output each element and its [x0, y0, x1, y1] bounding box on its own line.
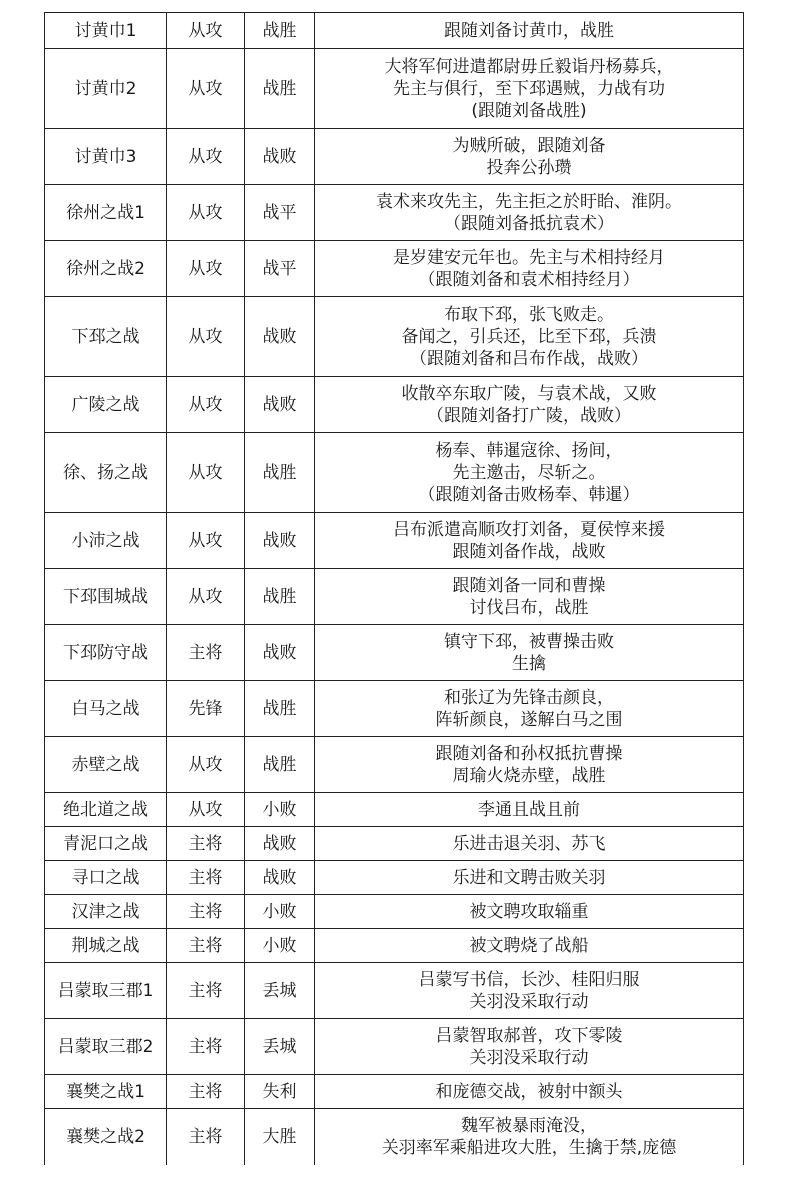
description-line: 李通且战且前: [478, 799, 580, 820]
battle-name-cell: 寻口之战: [45, 861, 167, 895]
battle-name-cell: 广陵之战: [45, 377, 167, 433]
battle-name-cell: 绝北道之战: [45, 793, 167, 827]
description-line: 跟随刘备作战，战败: [452, 541, 606, 562]
description-line: （跟随刘备击败杨奉、韩暹）: [418, 484, 640, 505]
battle-name-cell: 徐州之战2: [45, 241, 167, 297]
description-cell: [315, 963, 744, 1019]
battle-name-cell: 襄樊之战1: [45, 1075, 167, 1109]
description-cell: [315, 297, 744, 377]
result-cell: 战胜: [245, 13, 315, 49]
result-cell: 战胜: [245, 681, 315, 737]
table-row: [45, 963, 744, 1019]
result-cell: 丢城: [245, 963, 315, 1019]
description-line: (跟随刘备战胜): [471, 100, 587, 121]
role-cell: 主将: [167, 861, 245, 895]
battle-name-cell: 下邳防守战: [45, 625, 167, 681]
description-line: 吕蒙智取郝普，攻下零陵: [435, 1025, 623, 1046]
table-row: [45, 861, 744, 895]
description-line: 是岁建安元年也。先主与术相持经月: [393, 247, 665, 268]
description-cell: [315, 433, 744, 513]
role-cell: 从攻: [167, 569, 245, 625]
description-line: 跟随刘备讨黄巾，战胜: [444, 20, 614, 41]
battle-name-cell: 青泥口之战: [45, 827, 167, 861]
description-line: 杨奉、韩暹寇徐、扬间，: [435, 440, 623, 461]
description-cell: [315, 1019, 744, 1075]
description-cell: [315, 1109, 744, 1165]
battle-name-cell: 汉津之战: [45, 895, 167, 929]
result-cell: 失利: [245, 1075, 315, 1109]
role-cell: 从攻: [167, 513, 245, 569]
description-cell: [315, 737, 744, 793]
battle-name-cell: 讨黄巾1: [45, 13, 167, 49]
table-row: [45, 185, 744, 241]
description-line: 布取下邳，张飞败走。: [444, 304, 614, 325]
table-row: [45, 433, 744, 513]
battle-name-cell: 小沛之战: [45, 513, 167, 569]
battle-name-cell: 襄樊之战2: [45, 1109, 167, 1165]
description-cell: [315, 241, 744, 297]
role-cell: 从攻: [167, 297, 245, 377]
role-cell: 先锋: [167, 681, 245, 737]
role-cell: 主将: [167, 827, 245, 861]
battle-record-table: [44, 12, 744, 1165]
description-cell: [315, 13, 744, 49]
description-cell: [315, 861, 744, 895]
result-cell: 战胜: [245, 737, 315, 793]
battle-name-cell: 白马之战: [45, 681, 167, 737]
table-row: [45, 513, 744, 569]
table-body: [45, 13, 744, 1165]
description-cell: [315, 681, 744, 737]
battle-name-cell: 下邳围城战: [45, 569, 167, 625]
description-line: 镇守下邳，被曹操击败: [444, 631, 614, 652]
table-row: [45, 625, 744, 681]
result-cell: 战败: [245, 377, 315, 433]
description-cell: [315, 1075, 744, 1109]
battle-name-cell: 吕蒙取三郡1: [45, 963, 167, 1019]
description-line: 周瑜火烧赤壁，战胜: [452, 765, 606, 786]
description-cell: [315, 569, 744, 625]
result-cell: 战败: [245, 861, 315, 895]
description-cell: [315, 793, 744, 827]
description-line: 袁术来攻先主，先主拒之於盱眙、淮阴。: [376, 191, 682, 212]
role-cell: 从攻: [167, 433, 245, 513]
description-line: 生擒: [512, 653, 546, 674]
table-row: [45, 681, 744, 737]
description-cell: [315, 377, 744, 433]
description-line: 被文聘烧了战船: [469, 935, 589, 956]
battle-name-cell: 徐州之战1: [45, 185, 167, 241]
description-line: （跟随刘备打广陵，战败）: [427, 405, 631, 426]
result-cell: 战败: [245, 625, 315, 681]
description-line: 被文聘攻取辎重: [469, 901, 589, 922]
description-line: 乐进和文聘击败关羽: [452, 867, 606, 888]
role-cell: 从攻: [167, 241, 245, 297]
table-row: [45, 241, 744, 297]
description-line: 吕蒙写书信，长沙、桂阳归服: [418, 969, 640, 990]
table-row: [45, 297, 744, 377]
result-cell: 丢城: [245, 1019, 315, 1075]
battle-name-cell: 吕蒙取三郡2: [45, 1019, 167, 1075]
description-line: 大将军何进遣都尉毋丘毅诣丹杨募兵，: [384, 56, 674, 77]
role-cell: 主将: [167, 1019, 245, 1075]
result-cell: 战平: [245, 185, 315, 241]
result-cell: 大胜: [245, 1109, 315, 1165]
description-cell: [315, 49, 744, 129]
battle-name-cell: 讨黄巾3: [45, 129, 167, 185]
role-cell: 从攻: [167, 49, 245, 129]
table-row: [45, 827, 744, 861]
result-cell: 小败: [245, 895, 315, 929]
table-row: [45, 895, 744, 929]
table-row: [45, 1019, 744, 1075]
role-cell: 从攻: [167, 377, 245, 433]
role-cell: 主将: [167, 625, 245, 681]
role-cell: 从攻: [167, 13, 245, 49]
role-cell: 主将: [167, 1075, 245, 1109]
description-line: （跟随刘备抵抗袁术）: [444, 213, 614, 234]
table-row: [45, 737, 744, 793]
description-cell: [315, 129, 744, 185]
description-line: 讨伐吕布，战胜: [469, 597, 589, 618]
table-row: [45, 1075, 744, 1109]
description-line: 魏军被暴雨淹没，: [461, 1115, 597, 1136]
role-cell: 主将: [167, 895, 245, 929]
result-cell: 战败: [245, 129, 315, 185]
result-cell: 战胜: [245, 49, 315, 129]
result-cell: 战平: [245, 241, 315, 297]
result-cell: 小败: [245, 929, 315, 963]
description-line: 乐进击退关羽、苏飞: [452, 833, 606, 854]
description-line: 备闻之，引兵还，比至下邳，兵溃: [401, 326, 657, 347]
battle-name-cell: 徐、扬之战: [45, 433, 167, 513]
result-cell: 战败: [245, 297, 315, 377]
description-line: （跟随刘备和吕布作战，战败）: [410, 348, 648, 369]
description-line: 投奔公孙瓒: [486, 157, 572, 178]
role-cell: 主将: [167, 1109, 245, 1165]
result-cell: 战败: [245, 513, 315, 569]
description-line: 和庞德交战，被射中额头: [435, 1081, 623, 1102]
description-line: 关羽率军乘船进攻大胜，生擒于禁,庞德: [381, 1137, 677, 1158]
table-row: [45, 13, 744, 49]
description-line: 阵斩颜良，遂解白马之围: [435, 709, 623, 730]
role-cell: 从攻: [167, 185, 245, 241]
description-line: 跟随刘备一同和曹操: [452, 575, 606, 596]
table-row: [45, 1109, 744, 1165]
battle-name-cell: 下邳之战: [45, 297, 167, 377]
battle-name-cell: 讨黄巾2: [45, 49, 167, 129]
table-row: [45, 377, 744, 433]
table-row: [45, 793, 744, 827]
description-line: 吕布派遣高顺攻打刘备，夏侯惇来援: [393, 519, 665, 540]
description-cell: [315, 895, 744, 929]
table-row: [45, 49, 744, 129]
battle-name-cell: 赤壁之战: [45, 737, 167, 793]
description-line: 关羽没采取行动: [469, 1047, 589, 1068]
description-cell: [315, 929, 744, 963]
description-cell: [315, 827, 744, 861]
table-row: [45, 569, 744, 625]
description-line: 收散卒东取广陵，与袁术战，又败: [401, 383, 657, 404]
result-cell: 战胜: [245, 433, 315, 513]
role-cell: 从攻: [167, 793, 245, 827]
result-cell: 战胜: [245, 569, 315, 625]
description-cell: [315, 625, 744, 681]
role-cell: 主将: [167, 929, 245, 963]
result-cell: 战败: [245, 827, 315, 861]
description-line: 先主与俱行，至下邳遇贼，力战有功: [393, 78, 665, 99]
description-line: 先主邀击，尽斩之。: [452, 462, 606, 483]
description-cell: [315, 513, 744, 569]
description-line: （跟随刘备和袁术相持经月）: [418, 269, 640, 290]
description-line: 关羽没采取行动: [469, 991, 589, 1012]
table-row: [45, 929, 744, 963]
description-line: 和张辽为先锋击颜良，: [444, 687, 614, 708]
description-line: 跟随刘备和孙权抵抗曹操: [435, 743, 623, 764]
role-cell: 主将: [167, 963, 245, 1019]
description-cell: [315, 185, 744, 241]
table-row: [45, 129, 744, 185]
battle-name-cell: 荆城之战: [45, 929, 167, 963]
role-cell: 从攻: [167, 129, 245, 185]
result-cell: 小败: [245, 793, 315, 827]
description-line: 为贼所破，跟随刘备: [452, 135, 606, 156]
role-cell: 从攻: [167, 737, 245, 793]
